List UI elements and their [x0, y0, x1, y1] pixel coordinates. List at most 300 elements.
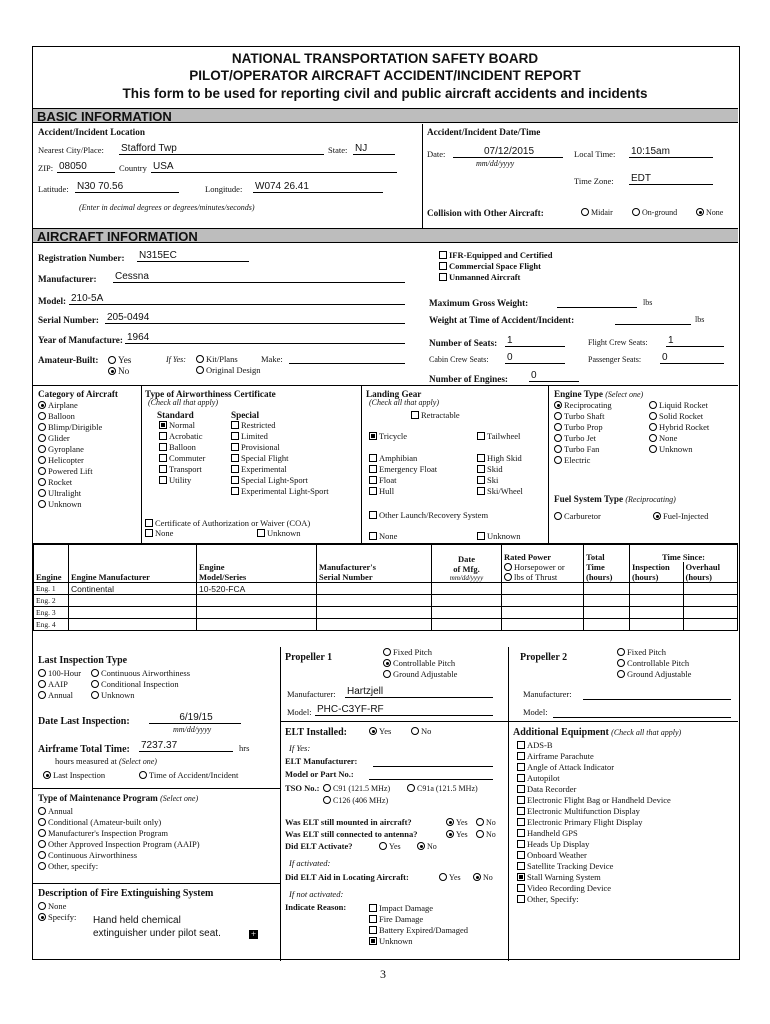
- radio-icon: [554, 456, 562, 464]
- time-zone-field[interactable]: EDT: [629, 173, 713, 185]
- tso-c91a[interactable]: C91a (121.5 MHz): [407, 784, 478, 794]
- engine-type-unknown[interactable]: [649, 445, 693, 455]
- option-label: Hybrid Rocket: [659, 422, 710, 432]
- prop1-controllable[interactable]: Controllable Pitch: [383, 659, 455, 669]
- equip-angle-of-attack-indicator[interactable]: [517, 763, 614, 773]
- ifr-checkbox[interactable]: IFR-Equipped and Certified: [439, 251, 552, 261]
- propeller-2-title: Propeller 2: [520, 652, 568, 663]
- date-field[interactable]: 07/12/2015: [453, 146, 563, 158]
- checkbox-icon: [517, 862, 525, 870]
- maint-continuous-airworthiness[interactable]: [38, 851, 137, 861]
- serial-cell[interactable]: [317, 607, 432, 619]
- radio-icon: [649, 445, 657, 453]
- measured-time-accident[interactable]: Time of Accident/Incident: [139, 771, 238, 781]
- option-label: Liquid Rocket: [659, 400, 708, 410]
- prop2-controllable[interactable]: Controllable Pitch: [617, 659, 689, 669]
- elt-mounted-label: Was ELT still mounted in aircraft?: [285, 817, 412, 827]
- elt-installed-label: ELT Installed:: [285, 727, 347, 738]
- prop1-mfr-label: Manufacturer:: [287, 689, 336, 699]
- elt-activate-no[interactable]: No: [417, 842, 437, 852]
- checkbox-icon: [159, 476, 167, 484]
- cabin-crew-field[interactable]: 0: [505, 352, 565, 364]
- float-checkbox[interactable]: Float: [369, 476, 396, 486]
- date-cell[interactable]: [432, 595, 502, 607]
- engine-type-liquid-rocket[interactable]: [649, 401, 708, 411]
- col-serial: Manufacturer's Serial Number: [317, 545, 432, 583]
- latitude-label: Latitude:: [38, 184, 69, 194]
- option-label: Solid Rocket: [659, 411, 704, 421]
- indicate-reason-label: Indicate Reason:: [285, 902, 347, 912]
- engine-table: [33, 544, 738, 631]
- cert-unknown-checkbox[interactable]: Unknown: [257, 529, 301, 539]
- elt-aid-yes[interactable]: Yes: [439, 873, 461, 883]
- serial-cell[interactable]: [317, 595, 432, 607]
- checkbox-icon: [517, 829, 525, 837]
- checkbox-icon: [231, 432, 239, 440]
- checkbox-icon: [517, 741, 525, 749]
- engine-type-electric[interactable]: [554, 456, 590, 466]
- equip-airframe-parachute[interactable]: [517, 752, 594, 762]
- equip-electronic-multifunction-display[interactable]: [517, 807, 640, 817]
- longitude-field[interactable]: W074 26.41: [253, 181, 383, 193]
- checkbox-icon: [517, 807, 525, 815]
- option-label: Electronic Multifunction Display: [527, 806, 640, 816]
- radio-icon: [38, 818, 46, 826]
- local-time-field[interactable]: 10:15am: [629, 146, 713, 158]
- retractable-checkbox[interactable]: Retractable: [411, 411, 460, 421]
- engine-model-cell[interactable]: 10-520-FCA: [197, 583, 317, 595]
- prop2-fixed[interactable]: Fixed Pitch: [617, 648, 666, 658]
- option-label: Glider: [48, 433, 70, 443]
- equip-handheld-gps[interactable]: [517, 829, 578, 839]
- maint-other-specify[interactable]: [38, 862, 98, 872]
- tso-label: TSO No.:: [285, 783, 320, 793]
- checkbox-icon: [159, 465, 167, 473]
- checkbox-icon: [159, 432, 167, 440]
- checkbox-icon: [369, 915, 377, 923]
- elt-connected-no[interactable]: No: [476, 830, 496, 840]
- option-label: Balloon: [48, 411, 75, 421]
- prop1-fixed[interactable]: Fixed Pitch: [383, 648, 432, 658]
- radio-icon: [554, 412, 562, 420]
- option-label: Reciprocating: [564, 400, 612, 410]
- category-ultralight[interactable]: [38, 489, 81, 499]
- option-label: Utility: [169, 475, 192, 485]
- max-gross-weight-label: Maximum Gross Weight:: [429, 298, 529, 308]
- latitude-field[interactable]: N30 70.56: [75, 181, 179, 193]
- elt-aid-no[interactable]: No: [473, 873, 493, 883]
- prop1-ground[interactable]: Ground Adjustable: [383, 670, 457, 680]
- inspection-cell[interactable]: [630, 583, 684, 595]
- engine-model-cell[interactable]: [197, 619, 317, 631]
- power-cell[interactable]: [502, 595, 584, 607]
- equip-data-recorder[interactable]: [517, 785, 576, 795]
- engine-mfr-cell[interactable]: Continental: [69, 583, 197, 595]
- prop1-model-label: Model:: [287, 707, 312, 717]
- elt-mfr-label: ELT Manufacturer:: [285, 756, 358, 766]
- last-inspection-title: Last Inspection Type: [38, 655, 128, 666]
- option-label: Turbo Shaft: [564, 411, 605, 421]
- engine-model-cell[interactable]: [197, 607, 317, 619]
- maint-annual[interactable]: [38, 807, 73, 817]
- flight-crew-field[interactable]: 1: [666, 335, 724, 347]
- elt-if-activated: If activated:: [289, 858, 331, 868]
- overhaul-cell[interactable]: [684, 595, 738, 607]
- elt-activate-yes[interactable]: Yes: [379, 842, 401, 852]
- insp-aaip[interactable]: AAIP: [38, 680, 68, 690]
- overhaul-cell[interactable]: [684, 583, 738, 595]
- collision-on-ground[interactable]: On-ground: [632, 208, 677, 218]
- engine-type-turbo-fan[interactable]: [554, 445, 599, 455]
- commercial-space-checkbox[interactable]: Commercial Space Flight: [439, 262, 541, 272]
- cert-utility[interactable]: [159, 476, 191, 486]
- cabin-crew-label: Cabin Crew Seats:: [429, 355, 489, 364]
- zip-field[interactable]: 08050: [57, 161, 115, 173]
- option-label: Limited: [241, 431, 268, 441]
- elt-mfr-field[interactable]: [373, 756, 493, 767]
- tso-c91[interactable]: C91 (121.5 MHz): [323, 784, 390, 794]
- equip-electronic-primary-flight-display[interactable]: [517, 818, 642, 828]
- registration-field[interactable]: N315EC: [137, 250, 249, 262]
- weight-at-accident-label: Weight at Time of Accident/Incident:: [429, 315, 575, 325]
- power-cell[interactable]: [502, 583, 584, 595]
- engine-type-turbo-jet[interactable]: [554, 434, 596, 444]
- date-last-inspection-field[interactable]: 6/19/15: [149, 712, 241, 724]
- insp-unknown[interactable]: Unknown: [91, 691, 135, 701]
- checkbox-icon: [517, 884, 525, 892]
- engines-count-field[interactable]: 0: [529, 370, 579, 382]
- engine-label: Eng. 1: [34, 583, 69, 595]
- elt-connected-yes[interactable]: Yes: [446, 830, 468, 840]
- engine-type-turbo-shaft[interactable]: [554, 412, 605, 422]
- equip-ads-b[interactable]: [517, 741, 553, 751]
- form-subtitle: This form to be used for reporting civil and public aircraft accidents and incidents: [122, 86, 648, 101]
- insp-continuous[interactable]: Continuous Airworthiness: [91, 669, 190, 679]
- year-label: Year of Manufacture:: [38, 335, 123, 345]
- tso-c126[interactable]: C126 (406 MHz): [323, 796, 388, 806]
- radio-icon: [38, 851, 46, 859]
- option-label: Data Recorder: [527, 784, 577, 794]
- checkbox-icon: [159, 421, 167, 429]
- maint-conditional-amateur-built-only[interactable]: [38, 818, 161, 828]
- city-field[interactable]: Stafford Twp: [119, 143, 324, 155]
- checkbox-icon: [517, 763, 525, 771]
- maint-manufacturer-s-inspection-program[interactable]: [38, 829, 168, 839]
- option-label: Unknown: [48, 499, 82, 509]
- fire-none[interactable]: None: [38, 902, 66, 912]
- model-label: Model:: [38, 296, 67, 306]
- reason-unknown[interactable]: [369, 937, 413, 947]
- amateur-yes[interactable]: Yes: [108, 355, 131, 365]
- unmanned-checkbox[interactable]: Unmanned Aircraft: [439, 273, 520, 283]
- engine-type-solid-rocket[interactable]: [649, 412, 703, 422]
- prop2-model-field[interactable]: [553, 707, 731, 718]
- engine-row: [34, 619, 738, 631]
- option-label: Acrobatic: [169, 431, 203, 441]
- fire-specify[interactable]: Specify:: [38, 913, 76, 923]
- airframe-total-time-field[interactable]: 7237.37: [139, 740, 233, 752]
- fuel-injected-radio[interactable]: Fuel-Injected: [653, 512, 708, 522]
- date-cell[interactable]: [432, 607, 502, 619]
- option-label: Electric: [564, 455, 591, 465]
- cert-balloon[interactable]: [159, 443, 196, 453]
- manufacturer-field[interactable]: Cessna: [113, 271, 405, 283]
- checkbox-icon: [517, 840, 525, 848]
- engine-type-turbo-prop[interactable]: [554, 423, 603, 433]
- radio-icon: [554, 401, 562, 409]
- radio-icon: [38, 434, 46, 442]
- hrs-label: hrs: [239, 743, 250, 753]
- prop2-mfr-field[interactable]: [583, 689, 731, 700]
- maintenance-title: Type of Maintenance Program (Select one): [38, 793, 199, 803]
- elt-activate-label: Did ELT Activate?: [285, 841, 353, 851]
- checkbox-icon: [231, 454, 239, 462]
- checkbox-icon: [231, 421, 239, 429]
- form-title-agency: NATIONAL TRANSPORTATION SAFETY BOARD: [231, 51, 539, 66]
- checkbox-icon: [369, 937, 377, 945]
- insp-conditional[interactable]: Conditional Inspection: [91, 680, 179, 690]
- engine-model-cell[interactable]: [197, 595, 317, 607]
- city-label: Nearest City/Place:: [38, 145, 104, 155]
- emergency-float-checkbox[interactable]: Emergency Float: [369, 465, 437, 475]
- cert-commuter[interactable]: [159, 454, 205, 464]
- hull-checkbox[interactable]: Hull: [369, 487, 394, 497]
- col-engine-mfr: Engine Manufacturer: [69, 545, 197, 583]
- date-last-inspection-label: Date Last Inspection:: [38, 716, 130, 727]
- flight-crew-label: Flight Crew Seats:: [588, 338, 648, 347]
- option-label: Experimental: [241, 464, 287, 474]
- cert-provisional[interactable]: [231, 443, 280, 453]
- serial-cell[interactable]: [317, 583, 432, 595]
- category-helicopter[interactable]: [38, 456, 84, 466]
- coord-note: (Enter in decimal degrees or degrees/minutes/seconds): [79, 203, 255, 212]
- section-aircraft-information: AIRCRAFT INFORMATION: [33, 228, 738, 243]
- seats-field[interactable]: 1: [505, 335, 565, 347]
- make-field[interactable]: [289, 353, 405, 364]
- model-field[interactable]: 210-5A: [69, 293, 405, 305]
- option-label: Powered Lift: [48, 466, 93, 476]
- overhaul-cell[interactable]: [684, 607, 738, 619]
- ski-checkbox[interactable]: Ski: [477, 476, 498, 486]
- hours-measured-label: hours measured at (Select one): [55, 756, 157, 766]
- other-launch-checkbox[interactable]: Other Launch/Recovery System: [369, 511, 488, 521]
- equip-stall-warning-system[interactable]: [517, 873, 601, 883]
- collision-label: Collision with Other Aircraft:: [427, 208, 544, 218]
- collision-none[interactable]: None: [696, 208, 723, 218]
- cert-transport[interactable]: [159, 465, 202, 475]
- checkbox-icon: [517, 818, 525, 826]
- max-gross-weight-field[interactable]: [557, 297, 637, 308]
- insp-100-hour[interactable]: 100-Hour: [38, 669, 81, 679]
- cert-limited[interactable]: [231, 432, 268, 442]
- standard-heading: Standard: [157, 410, 194, 420]
- cert-restricted[interactable]: [231, 421, 275, 431]
- ski-wheel-checkbox[interactable]: Ski/Wheel: [477, 487, 523, 497]
- option-label: Turbo Prop: [564, 422, 603, 432]
- engine-label: Eng. 3: [34, 607, 69, 619]
- tricycle-checkbox[interactable]: Tricycle: [369, 432, 407, 442]
- date-cell[interactable]: [432, 619, 502, 631]
- cert-special-light-sport[interactable]: [231, 476, 308, 486]
- date-cell[interactable]: [432, 583, 502, 595]
- option-label: Unknown: [379, 936, 413, 946]
- measured-last-inspection[interactable]: Last Inspection: [43, 771, 105, 781]
- seats-label: Number of Seats:: [429, 338, 498, 348]
- radio-icon: [38, 829, 46, 837]
- category-gyroplane[interactable]: [38, 445, 84, 455]
- checkbox-icon: [517, 895, 525, 903]
- cert-experimental[interactable]: [231, 465, 287, 475]
- radio-icon: [38, 807, 46, 815]
- engine-type-reciprocating[interactable]: [554, 401, 612, 411]
- col-model: Engine Model/Series: [197, 545, 317, 583]
- gear-unknown-checkbox[interactable]: Unknown: [477, 532, 521, 542]
- option-label: Impact Damage: [379, 903, 434, 913]
- checkbox-icon: [517, 752, 525, 760]
- engine-mfr-cell[interactable]: [69, 607, 197, 619]
- category-blimp-dirigible[interactable]: [38, 423, 102, 433]
- option-label: Commuter: [169, 453, 206, 463]
- engine-type-none[interactable]: [649, 434, 677, 444]
- power-cell[interactable]: [502, 619, 584, 631]
- overhaul-cell[interactable]: [684, 619, 738, 631]
- category-unknown[interactable]: [38, 500, 82, 510]
- checkbox-icon: [231, 487, 239, 495]
- fire-text-line2[interactable]: extinguisher under pilot seat.: [93, 928, 221, 939]
- cert-special-flight[interactable]: [231, 454, 288, 464]
- option-label: Blimp/Dirigible: [48, 422, 103, 432]
- category-rocket[interactable]: [38, 478, 72, 488]
- skid-checkbox[interactable]: Skid: [477, 465, 503, 475]
- engine-mfr-cell[interactable]: [69, 595, 197, 607]
- cert-acrobatic[interactable]: [159, 432, 203, 442]
- equip-heads-up-display[interactable]: [517, 840, 589, 850]
- option-label: Stall Warning System: [527, 872, 601, 882]
- state-field[interactable]: NJ: [353, 143, 395, 155]
- option-label: Experimental Light-Sport: [241, 486, 329, 496]
- form-title-report: PILOT/OPERATOR AIRCRAFT ACCIDENT/INCIDENT REPORT: [189, 68, 581, 83]
- category-balloon[interactable]: [38, 412, 75, 422]
- insp-annual[interactable]: Annual: [38, 691, 73, 701]
- engine-type-hybrid-rocket[interactable]: [649, 423, 709, 433]
- category-airplane[interactable]: [38, 401, 78, 411]
- reason-impact-damage[interactable]: [369, 904, 433, 914]
- elt-model-label: Model or Part No.:: [285, 769, 354, 779]
- amateur-no[interactable]: No: [108, 366, 129, 376]
- serial-cell[interactable]: [317, 619, 432, 631]
- state-label: State:: [328, 145, 348, 155]
- total-time-cell[interactable]: [584, 619, 630, 631]
- reason-battery-expired-damaged[interactable]: [369, 926, 468, 936]
- checkbox-icon: [159, 443, 167, 451]
- option-label: Ultralight: [48, 488, 82, 498]
- total-time-cell[interactable]: [584, 583, 630, 595]
- col-time-since: Time Since: Inspection (hours) Overhaul (hours): [630, 545, 738, 583]
- option-label: Satellite Tracking Device: [527, 861, 614, 871]
- cert-experimental-light-sport[interactable]: [231, 487, 329, 497]
- reason-fire-damage[interactable]: [369, 915, 423, 925]
- prop1-model-field[interactable]: PHC-C3YF-RF: [315, 704, 493, 716]
- elt-mounted-yes[interactable]: Yes: [446, 818, 468, 828]
- tailwheel-checkbox[interactable]: Tailwheel: [477, 432, 520, 442]
- engine-mfr-cell[interactable]: [69, 619, 197, 631]
- prop1-mfr-field[interactable]: Hartzjell: [345, 686, 493, 698]
- total-time-cell[interactable]: [584, 595, 630, 607]
- checkbox-icon: [517, 774, 525, 782]
- checkbox-icon: [159, 454, 167, 462]
- equip-video-recording-device[interactable]: [517, 884, 611, 894]
- power-cell[interactable]: [502, 607, 584, 619]
- country-field[interactable]: USA: [151, 161, 397, 173]
- carburetor-radio[interactable]: Carburetor: [554, 512, 601, 522]
- elt-if-yes: If Yes:: [289, 743, 311, 753]
- prop2-ground[interactable]: Ground Adjustable: [617, 670, 691, 680]
- passenger-seats-field[interactable]: 0: [660, 352, 724, 364]
- total-time-cell[interactable]: [584, 607, 630, 619]
- equip-other-specify[interactable]: [517, 895, 579, 905]
- cert-normal[interactable]: [159, 421, 195, 431]
- engine-label: Eng. 4: [34, 619, 69, 631]
- option-label: Other Approved Inspection Program (AAIP): [48, 839, 200, 849]
- serial-field[interactable]: 205-0494: [105, 312, 405, 324]
- maint-other-approved-inspection-program-aaip[interactable]: [38, 840, 200, 850]
- option-label: Turbo Fan: [564, 444, 600, 454]
- engine-label: Eng. 2: [34, 595, 69, 607]
- passenger-seats-label: Passenger Seats:: [588, 355, 642, 364]
- option-label: Restricted: [241, 420, 276, 430]
- section-basic-information: BASIC INFORMATION: [33, 108, 738, 123]
- equip-satellite-tracking-device[interactable]: [517, 862, 613, 872]
- gear-none-checkbox[interactable]: None: [369, 532, 397, 542]
- elt-model-field[interactable]: [369, 769, 493, 780]
- high-skid-checkbox[interactable]: High Skid: [477, 454, 522, 464]
- equip-autopilot[interactable]: [517, 774, 560, 784]
- checkbox-icon: [517, 796, 525, 804]
- option-label: Conditional (Amateur-built only): [48, 817, 162, 827]
- equip-onboard-weather[interactable]: [517, 851, 587, 861]
- option-label: None: [659, 433, 678, 443]
- elt-installed-no[interactable]: No: [411, 727, 431, 737]
- collision-midair[interactable]: Midair: [581, 208, 613, 218]
- radio-icon: [38, 840, 46, 848]
- category-glider[interactable]: [38, 434, 70, 444]
- cert-none-checkbox[interactable]: None: [145, 529, 173, 539]
- radio-icon: [38, 467, 46, 475]
- equip-electronic-flight-bag-or-handheld-device[interactable]: [517, 796, 671, 806]
- airworthiness-title: Type of Airworthiness Certificate: [145, 389, 276, 399]
- year-field[interactable]: 1964: [125, 332, 405, 344]
- elt-mounted-no[interactable]: No: [476, 818, 496, 828]
- registration-label: Registration Number:: [38, 253, 125, 263]
- radio-icon: [38, 456, 46, 464]
- amphibian-checkbox[interactable]: Amphibian: [369, 454, 417, 464]
- elt-installed-yes[interactable]: Yes: [369, 727, 391, 737]
- weight-at-accident-field[interactable]: [615, 314, 691, 325]
- expand-icon[interactable]: +: [250, 929, 257, 939]
- inspection-cell[interactable]: [630, 619, 684, 631]
- radio-icon: [554, 423, 562, 431]
- coa-checkbox[interactable]: Certificate of Authorization or Waiver (COA): [145, 519, 310, 529]
- inspection-cell[interactable]: [630, 595, 684, 607]
- fire-text-line1[interactable]: Hand held chemical: [93, 915, 181, 926]
- radio-icon: [38, 445, 46, 453]
- engines-count-label: Number of Engines:: [429, 374, 508, 384]
- longitude-label: Longitude:: [205, 184, 243, 194]
- category-powered-lift[interactable]: [38, 467, 93, 477]
- original-design[interactable]: Original Design: [196, 366, 261, 376]
- inspection-cell[interactable]: [630, 607, 684, 619]
- kit-plans[interactable]: Kit/Plans: [196, 355, 238, 365]
